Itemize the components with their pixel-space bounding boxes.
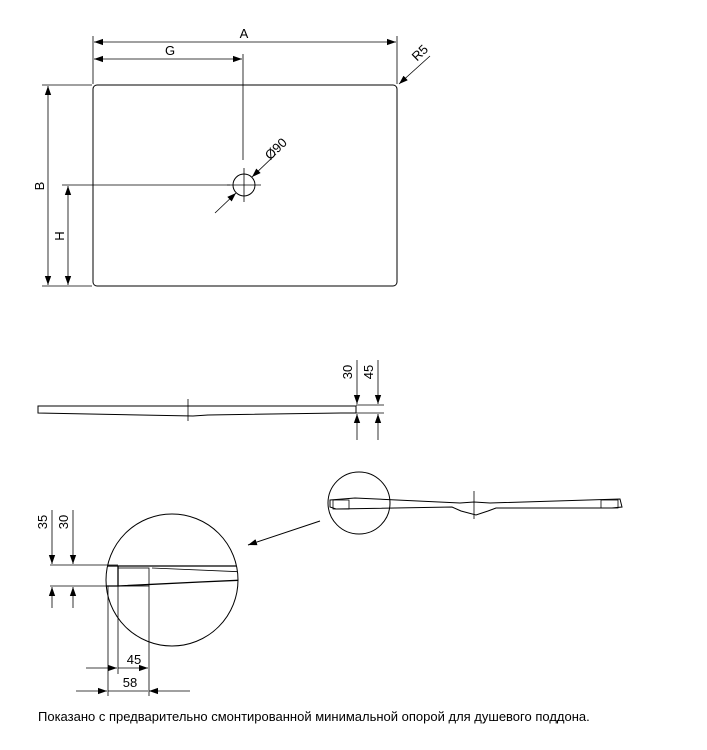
detail-view	[35, 510, 245, 696]
dim-label-side-45: 45	[361, 364, 376, 380]
caption-text: Показано с предварительно смонтированной минимальной опорой для душевого поддона.	[38, 709, 590, 724]
dim-label-a: A	[239, 26, 249, 41]
dim-label-detail-45: 45	[126, 652, 142, 667]
detail-circle	[106, 514, 238, 646]
detail-pointer-arrow	[248, 521, 320, 545]
section-view	[328, 472, 622, 534]
dim-label-b: B	[32, 181, 47, 191]
side-view	[38, 360, 384, 440]
dim-line-drain	[215, 193, 236, 213]
dim-label-detail-58: 58	[122, 675, 138, 690]
top-view	[32, 26, 431, 286]
support-foam-left	[333, 500, 349, 509]
dim-label-radius: R5	[408, 41, 432, 64]
detail-support-foam	[118, 568, 149, 586]
dim-label-drain: Ø90	[261, 134, 290, 163]
dim-label-g: G	[164, 43, 176, 58]
dim-label-detail-30: 30	[56, 514, 71, 530]
tray-outline	[93, 85, 397, 286]
tray-side-profile	[38, 406, 356, 416]
detail-marker-circle	[328, 472, 390, 534]
support-foam-right	[601, 500, 618, 508]
dim-label-detail-35: 35	[35, 514, 50, 530]
dim-label-side-30: 30	[340, 364, 355, 380]
tray-section-profile	[330, 498, 622, 515]
dim-label-h: H	[52, 231, 67, 241]
